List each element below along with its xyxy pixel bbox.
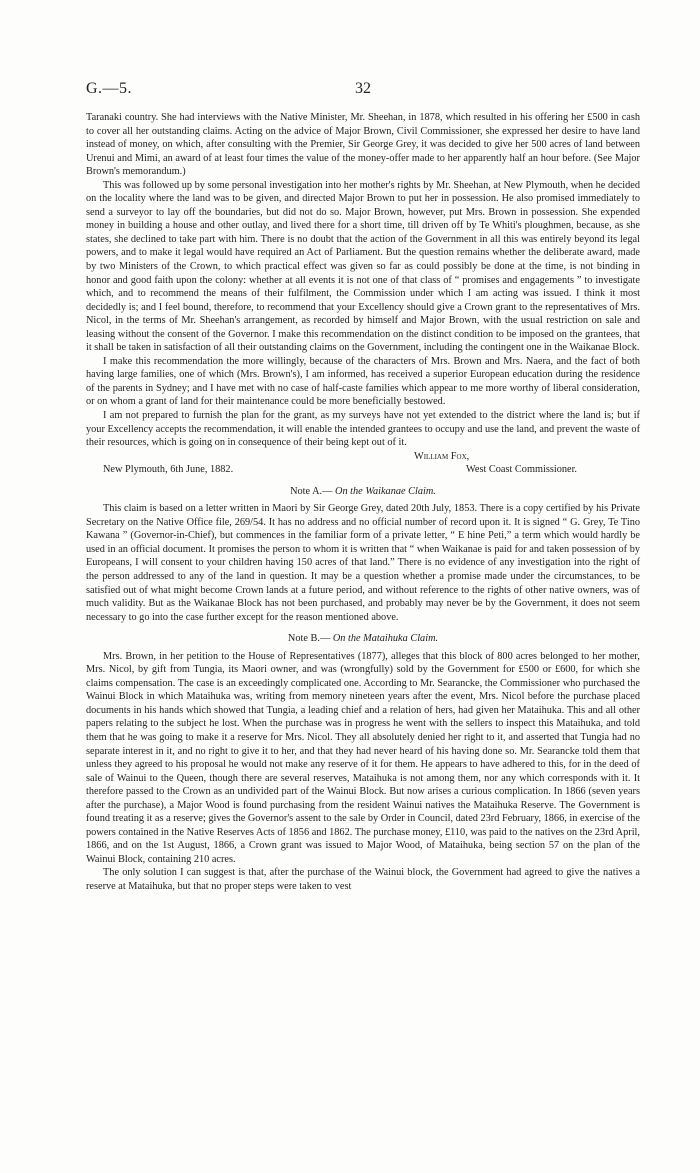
page-header [86,80,640,100]
document-body [86,111,640,894]
paragraph: I make this recommendation the more willingly, because of the characters of Mrs. Brown and Mrs. Naera, and the fact of both having large families, one of which (Mrs. Brown's), I am informed, has received a superior European education during the residence of the parents in Sydney; and I have met with no case of half-caste families which appear to me more worthy of liberal consideration, or on whom a grant of land for their maintenance could be more beneficially bestowed. [86,355,640,408]
paragraph: This claim is based on a letter written in Maori by Sir George Grey, dated 20th July, 1853. There is a copy certified by his Private Secretary on the Native Office file, 269/54. It has no address and no official number of record upon it. It is signed “ G. Grey, Te Tino Kawana ” (Governor-in-Chief), but commences in the familiar form of a private letter, “ E hine Peti,” a term which would hardly be used in an official document. It promises the person to whom it is written that “ when Waikanae is paid for and taken possession of by Europeans, I will consent to your children having 150 acres of that land.” There is no evidence of any investigation into the right of the person addressed to any of the land in question. It may be a question whether a promise made under the circumstances, to be satisfied out of what might become Crown lands at a future period, and without reference to the rights of other native owners, was of much validity. But as the Waikanae Block has not been purchased, and probably may never be by the Government, it does not seem necessary to go into the case further except for the reason mentioned above. [86,503,640,623]
signature-block [86,450,640,477]
place-date: New Plymouth, 6th June, 1882. [103,463,234,475]
signatory-title: West Coast Commissioner. [466,463,578,475]
signatory-name: William Fox, [414,450,470,462]
note-a-heading [86,485,640,499]
parliamentary-paper-ref: G.—5. [86,80,133,97]
note-a-title: On the Waikanae Claim. [335,485,436,497]
paragraph: Mrs. Brown, in her petition to the House of Representatives (1877), alleges that this block of 800 acres belonged to her mother, Mrs. Nicol, by gift from Tungia, its Maori owner, and was (wrongfully) sold by the Government for £500 or £600, for which she claims compensation. The case is an exceedingly complicated one. According to Mr. Searancke, the Commissioner who purchased the Wainui Block in which Mataihuka was, writing from memory nineteen years after the event, Mrs. Nicol before the purchase placed documents in his hands which showed that Tungia, a leading chief and a relation of hers, had given her Mataihuka. This and all other papers relating to the subject he lost. When the purchase was in progress he went with the sellers to inspect this Mataihuka, and told them that he was going to make it a reserve for Mrs. Nicol. They all absolutely denied her right to it, and asserted that Tungia had no separate interest in it, and no right to give it to her, and that they had never heard of his having done so. Mr. Searancke told them that unless they agreed to his proposal he would not make any reserve of it for them. He appears to have adhered to this, for in the deed of sale of Wainui to the Queen, though there are several reserves, Mataihuka is not among them, nor any which corresponds with it. It therefore passed to the Crown as an undivided part of the Wainui Block. But now arises a curious complication. In 1866 (seven years after the purchase), a Major Wood is found purchasing from the resident Wainui natives the Mataihuka Reserve. The Government is found treating it as a reserve; gives the Governor's assent to the sale by Order in Council, dated 23rd February, 1866, in exercise of the powers contained in the Native Reserves Acts of 1856 and 1862. The purchase money, £110, was paid to the natives on the 23rd April, 1866, and on the 1st August, 1866, a Crown grant was issued to Major Wood, of Mataihuka, being section 57 on the plan of the Wainui Block, containing 210 acres. [86,650,640,865]
paragraph: This was followed up by some personal investigation into her mother's rights by Mr. Sheehan, at New Plymouth, when he decided on the locality where the land was to be given, and directed Major Brown to put her in possession. He also promised immediately to send a surveyor to lay off the boundaries, but did not do so. Major Brown, however, put Mrs. Brown in possession. She expended money in building a house and other outlay, and lived there for a short time, till driven off by Te Whiti's ploughmen, because, as she states, she declined to take part with him. There is no doubt that the action of the Government in all this was entirely beyond its legal powers, and to make it legal would have required an Act of Parliament. But the question remains whether the deliberate award, made by two Ministers of the Crown, to which practical effect was given so far as could possibly be done at the time, is not binding in honor and good faith upon the colony: whether at all events it is not one of that class of “ promises and engagements ” to investigate which, and to recommend the means of their fulfilment, the Commission under which I am acting was issued. I think it most decidedly is; and I feel bound, therefore, to recommend that your Excellency should give a Crown grant to the representatives of Mrs. Nicol, in the terms of Mr. Sheehan's arrangement, as recorded by himself and Major Brown, with the usual restriction on sale and leasing without the consent of the Governor. I make this recommendation on the distinct condition to be imposed on the grantees, that it shall be taken in satisfaction of all their outstanding claims on the Government, including the contingent one in the Waikanae Block. [86,179,640,354]
note-b-heading [86,632,640,646]
paragraph: I am not prepared to furnish the plan for the grant, as my surveys have not yet extended to the district where the land is; but if your Excellency accepts the recommendation, it will enable the intended grantees to occupy and use the land, and prevent the waste of their resources, which is going on in consequence of their being kept out of it. [86,410,640,449]
page-number: 32 [355,80,371,97]
paragraph: Taranaki country. She had interviews with the Native Minister, Mr. Sheehan, in 1878, which resulted in his offering her £500 in cash to cover all her outstanding claims. Acting on the advice of Major Brown, Civil Commissioner, she expressed her desire to have land instead of money, on which, after consulting with the Premier, Sir George Grey, it was decided to give her 500 acres of land between Urenui and Mimi, an award of at least four times the value of the money-offer made to her apparently half an hour before. (See Major Brown's memorandum.) [86,112,640,178]
note-a-label: Note A.— [290,485,333,497]
note-b-label: Note B.— [287,633,331,645]
note-b-title: On the Mataihuka Claim. [332,633,439,645]
paragraph: The only solution I can suggest is that, after the purchase of the Wainui block, the Government had agreed to give the natives a reserve at Mataihuka, but that no proper steps were taken to vest [86,867,640,892]
